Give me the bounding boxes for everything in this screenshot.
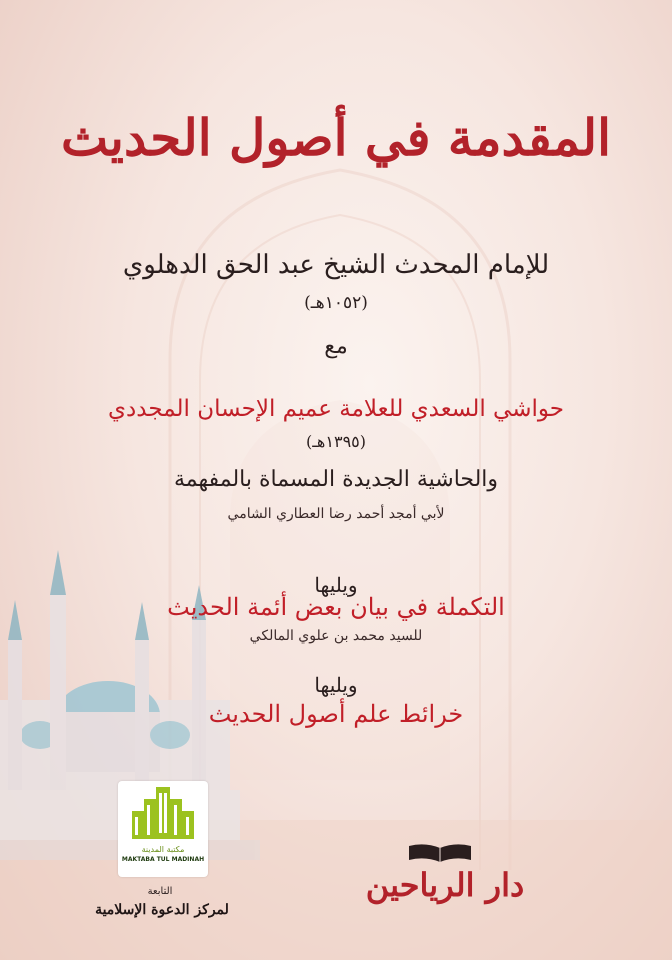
open-book-icon [405, 840, 475, 864]
with-label: مع [324, 334, 348, 359]
maps-title: خرائط علم أصول الحديث [208, 700, 464, 728]
new-annotation-line: والحاشية الجديدة المسماة بالمفهمة [173, 467, 499, 492]
supplement-title: التكملة في بيان بعض أئمة الحديث [167, 593, 505, 621]
affiliation-label: التابعة [147, 886, 173, 897]
affiliation-name: لمركز الدعوة الإسلامية [95, 902, 229, 918]
logo-arabic-name: مكتبة المدينة [141, 845, 185, 854]
author-death-year: (١٠٥٢هـ) [304, 293, 368, 313]
followed-by-label-1: ويليها [314, 573, 358, 597]
author-line: للإمام المحدث الشيخ عبد الحق الدهلوي [122, 250, 550, 280]
publisher-name: دار الرياحين [365, 866, 525, 904]
book-title: المقدمة في أصول الحديث [60, 108, 612, 167]
maktaba-logo [118, 781, 208, 877]
annotations-year: (١٣٩٥هـ) [306, 432, 366, 451]
annotations-line: حواشي السعدي للعلامة عميم الإحسان المجددي [108, 396, 564, 422]
followed-by-label-2: ويليها [314, 673, 358, 697]
supplement-author: للسيد محمد بن علوي المالكي [249, 628, 423, 644]
logo-english-name: MAKTABA TUL MADINAH [121, 856, 205, 863]
building-logo-icon [118, 781, 208, 845]
new-annotation-author: لأبي أمجد أحمد رضا العطاري الشامي [227, 506, 445, 522]
